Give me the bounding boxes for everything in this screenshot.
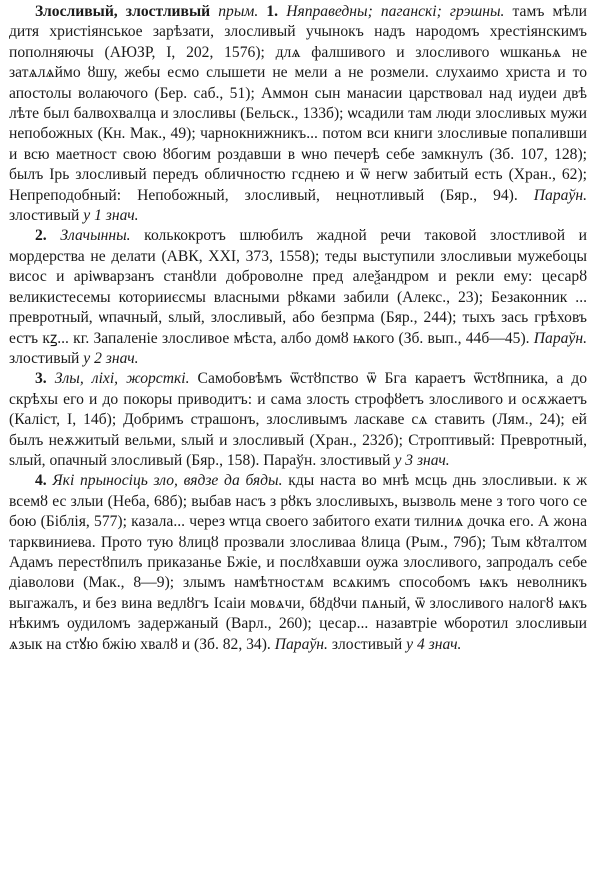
sense-number: 3. — [35, 370, 47, 388]
sense-citations: кды наста во мнѣ мсць днь злосливыи. к ж всемȣ ес злыи (Неба, 68б); выбав насъ з рȣкъ злосливыхъ, вызволь мене з того чого се бою (Біблія, 577); казала... через ѡтца своего забитого ехати тилниѧ дочка его. А жона тарквиниева. Прото тую ȣлицȣ прозвали злосливаа ȣлица (Рым., 79б); Тым кȣталтом Адамъ перестȣпилъ приказанье Бжіе, и послȣхавши оужа злосливого, запродалъ себе діаволови (Мак., 8—9); злымъ намѣтностѧм всѧкимъ способомъ ѩкъ неволникъ выгажалъ, и без вина ведлȣгъ Ісаіи мовѧчи, бȣдȣчи пѧный, ѿ злосливого налогȣ ѩкъ нѣкимъ оудиломъ задержаный (Варл., 260); цесар... назавтріе ѡборотил злосливыи ѧзык на стꙋю бжію хвалȣ и (Зб. 82, 34). — [9, 472, 587, 653]
paradigm-label: Параўн. — [533, 186, 587, 204]
sense-citations: тамъ мѣли дитя христіянськое зарѣзати, злосливый учынокъ надъ народомъ хрестіянскимъ пополняючы (АЮЗР, I, 202, 1576); длѧ фалшивого и злосливого ѡшканьѧ не затѧлѧймо ȣшу, жебы есмо слышети не мели а не розмели. слухаимо христа и то апостолы волаючого (Бер. саб., 51); Аммон сын манасии царствовал над иудеи двѣ лѣте был балвохвалца и злосливы (Бельск., 133б); ѡсадили там люди злосливых мужи непобожных (Кн. Мак., 49); чарнокнижникъ... потом вси книги злосливые попаливши и всю маетност свою ȣбогим роздавши в ѡно печерѣ себе замкнулъ (Зб. 107, 128); былъ Ірь злосливый передъ обличностю гсднею и ѿ негѡ забитый есть (Хран., 62); Непреподобный: Непобожный, злосливый, нецнотливый (Бяр., 94). — [9, 3, 587, 204]
paradigm-tail: у 4 знач. — [406, 635, 462, 653]
sense-number: 1. — [266, 3, 279, 20]
grammar-label: прым. — [218, 3, 259, 20]
paradigm-tail: у 2 знач. — [83, 349, 139, 367]
entry-sense-4 — [9, 471, 587, 655]
sense-number: 4. — [35, 472, 47, 490]
headword: Злосливый, злостливый — [35, 3, 211, 20]
paradigm-word: злостивый — [316, 451, 395, 469]
paradigm-tail: у 3 знач. — [394, 451, 450, 469]
sense-citations: колькокротъ шлюбилъ жадной речи таковой злостливой и мордерства не делати (АВК, XXI, 373, 1558); теды выступили злосливыи мужебоцы висос и аріѡварзанъ станȣли доброволне пред алеѯандром и рекли ему: цесарȣ великистесемы которииєсмы власными рȣками забили (Алекс., 23); Безаконник ... превротный, ѡпачный, ѕлый, злосливый, або безпрма (Бяр., 244); тыхъ зась грѣховъ естъ кꙁ... кг. Запаленіе злосливое мѣста, албо домȣ ѩкого (Зб. вып., 44б—45). — [9, 227, 587, 347]
paradigm-word: злостивый — [9, 207, 84, 225]
paradigm-word: злостивый — [9, 349, 84, 367]
entry-sense-3 — [9, 369, 587, 471]
sense-gloss: Які прыносіць зло, вядзе да бяды. — [52, 472, 283, 490]
entry-sense-2 — [9, 226, 587, 369]
sense-gloss: Няправедны; паганскі; грэшны. — [286, 3, 505, 20]
sense-citations: Самобовѣмъ ѿстȣпство ѿ Бга караетъ ѿстȣпника, а до скрѣхы его и до покоры приводитъ: и сама злость строфȣетъ злосливого и осѫжаетъ (Каліст, I, 14б); Добримъ страшонъ, злосливымъ ласкаве сѧ ставить (Лям., 24); ей былъ неѫжитый вельми, ѕлый и злосливый (Хран., 232б); Строптивый: Превротный, ѕлый, опачный злосливый (Бяр., 158). — [9, 370, 588, 469]
sense-gloss: Злы, ліхі, жорсткі. — [54, 370, 190, 388]
paradigm-label: Параўн. — [533, 329, 587, 347]
sense-gloss: Злачынны. — [60, 227, 131, 245]
paradigm-tail: у 1 знач. — [83, 207, 139, 225]
paradigm-label: Параўн. — [263, 451, 317, 469]
paradigm-label: Параўн. — [274, 635, 328, 653]
entry-sense-1 — [9, 2, 587, 226]
paradigm-word: злостивый — [327, 635, 407, 653]
sense-number: 2. — [35, 227, 47, 245]
